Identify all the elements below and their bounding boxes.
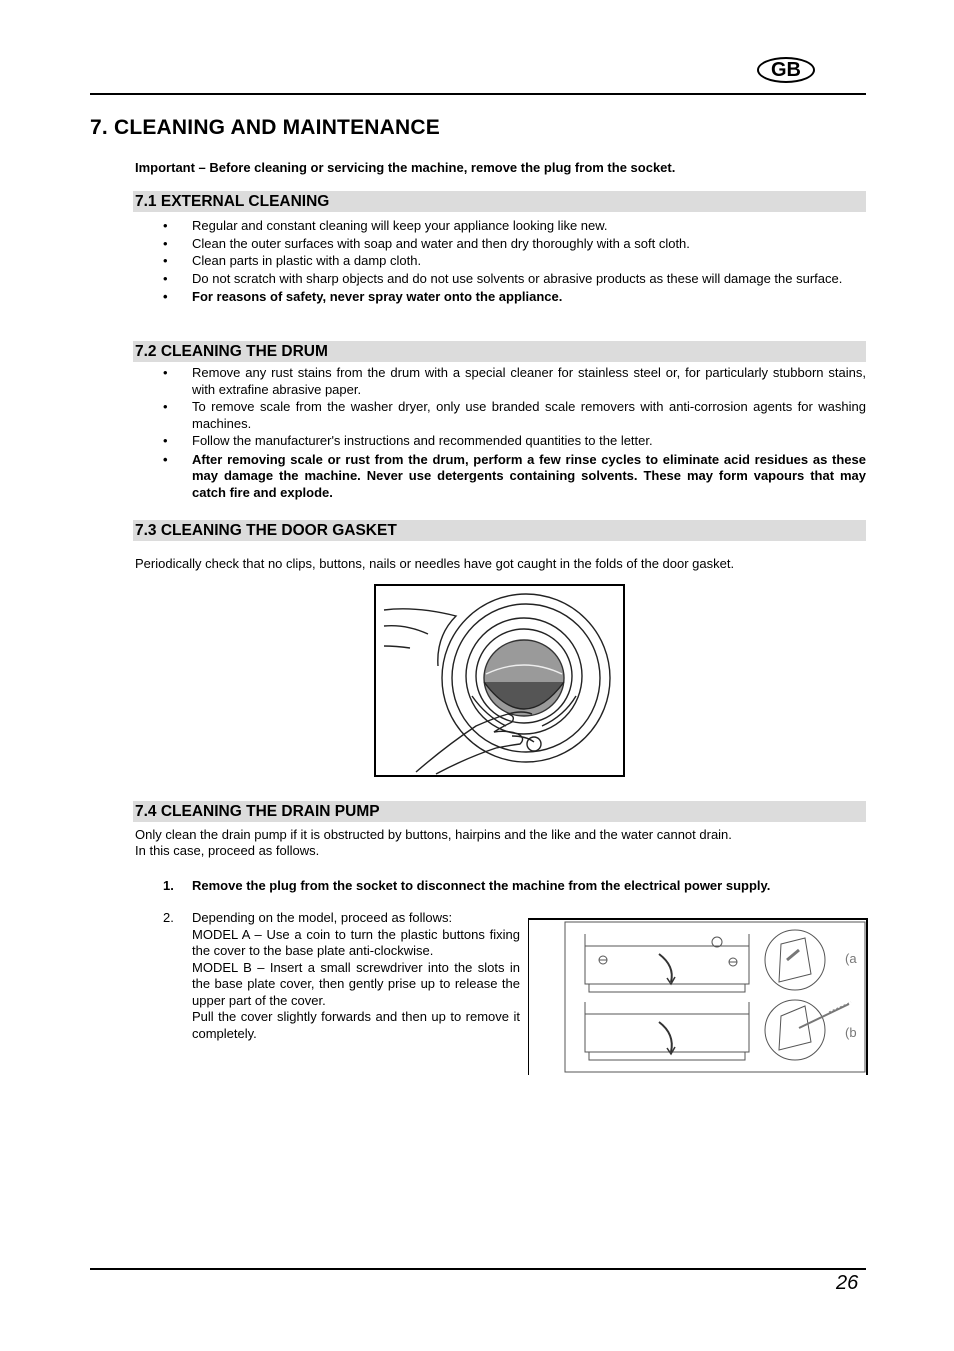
- list-item: • Remove any rust stains from the drum with a special cleaner for stainless steel or, for particularly stubborn stains, with extrafine abrasive paper.: [135, 365, 866, 398]
- list-item: • Follow the manufacturer's instructions and recommended quantities to the letter.: [135, 433, 866, 450]
- step-number: 2.: [163, 910, 174, 925]
- step-number: 1.: [163, 878, 174, 893]
- step-line: MODEL A – Use a coin to turn the plastic buttons fixing the cover to the base plate anti-clockwise.: [192, 926, 520, 958]
- step-line: MODEL B – Insert a small screwdriver into the slots in the base plate cover, then gently prise up to release the upper part of the cover.: [192, 959, 520, 1008]
- drain-pump-intro-2: In this case, proceed as follows.: [135, 843, 320, 858]
- door-gasket-drawing: [376, 586, 623, 775]
- list-item: • Regular and constant cleaning will keep your appliance looking like new.: [135, 218, 866, 235]
- important-notice: Important – Before cleaning or servicing the machine, remove the plug from the socket.: [135, 160, 676, 175]
- list-item: • Do not scratch with sharp objects and do not use solvents or abrasive products as these will damage the surface.: [135, 271, 866, 288]
- step-line: Pull the cover slightly forwards and then up to remove it completely.: [192, 1009, 520, 1041]
- page-title: 7. CLEANING AND MAINTENANCE: [90, 116, 440, 139]
- section-heading-drain-pump: 7.4 CLEANING THE DRAIN PUMP: [133, 801, 866, 822]
- step-text: [192, 910, 520, 1042]
- list-item: • To remove scale from the washer dryer, only use branded scale removers with anti-corrosion agents for washing machines.: [135, 399, 866, 432]
- door-gasket-illustration: [374, 584, 625, 777]
- section-heading-door-gasket: 7.3 CLEANING THE DOOR GASKET: [133, 520, 866, 541]
- page-number: 26: [836, 1272, 859, 1294]
- drain-pump-drawing: [529, 920, 866, 1075]
- section-heading-external-cleaning: 7.1 EXTERNAL CLEANING: [133, 191, 866, 212]
- language-badge: GB: [757, 57, 815, 83]
- door-gasket-text: Periodically check that no clips, buttons, nails or needles have got caught in the folds of the door gasket.: [135, 556, 735, 571]
- list-item: • Clean the outer surfaces with soap and water and then dry thoroughly with a soft cloth.: [135, 236, 866, 253]
- list-item: • After removing scale or rust from the drum, perform a few rinse cycles to eliminate acid residues as these may damage the machine. Never use detergents containing solvents. These may form vapours that may catch fire and explode.: [135, 452, 866, 502]
- section-heading-cleaning-drum: 7.2 CLEANING THE DRUM: [133, 341, 866, 362]
- step-line: Depending on the model, proceed as follows:: [192, 910, 453, 925]
- list-item: • Clean parts in plastic with a damp cloth.: [135, 253, 866, 270]
- figure-label-b: (b: [845, 1025, 857, 1040]
- figure-label-a: (a: [845, 951, 857, 966]
- drain-pump-illustration: [528, 918, 868, 1075]
- drain-pump-intro: Only clean the drain pump if it is obstructed by buttons, hairpins and the like and the water cannot drain.: [135, 827, 732, 842]
- cleaning-drum-list: [135, 365, 866, 502]
- step-text: Remove the plug from the socket to disconnect the machine from the electrical power supply.: [192, 878, 771, 893]
- external-cleaning-list: [135, 218, 866, 307]
- header-rule: [90, 93, 866, 95]
- footer-rule: [90, 1268, 866, 1270]
- list-item: • For reasons of safety, never spray water onto the appliance.: [135, 289, 866, 306]
